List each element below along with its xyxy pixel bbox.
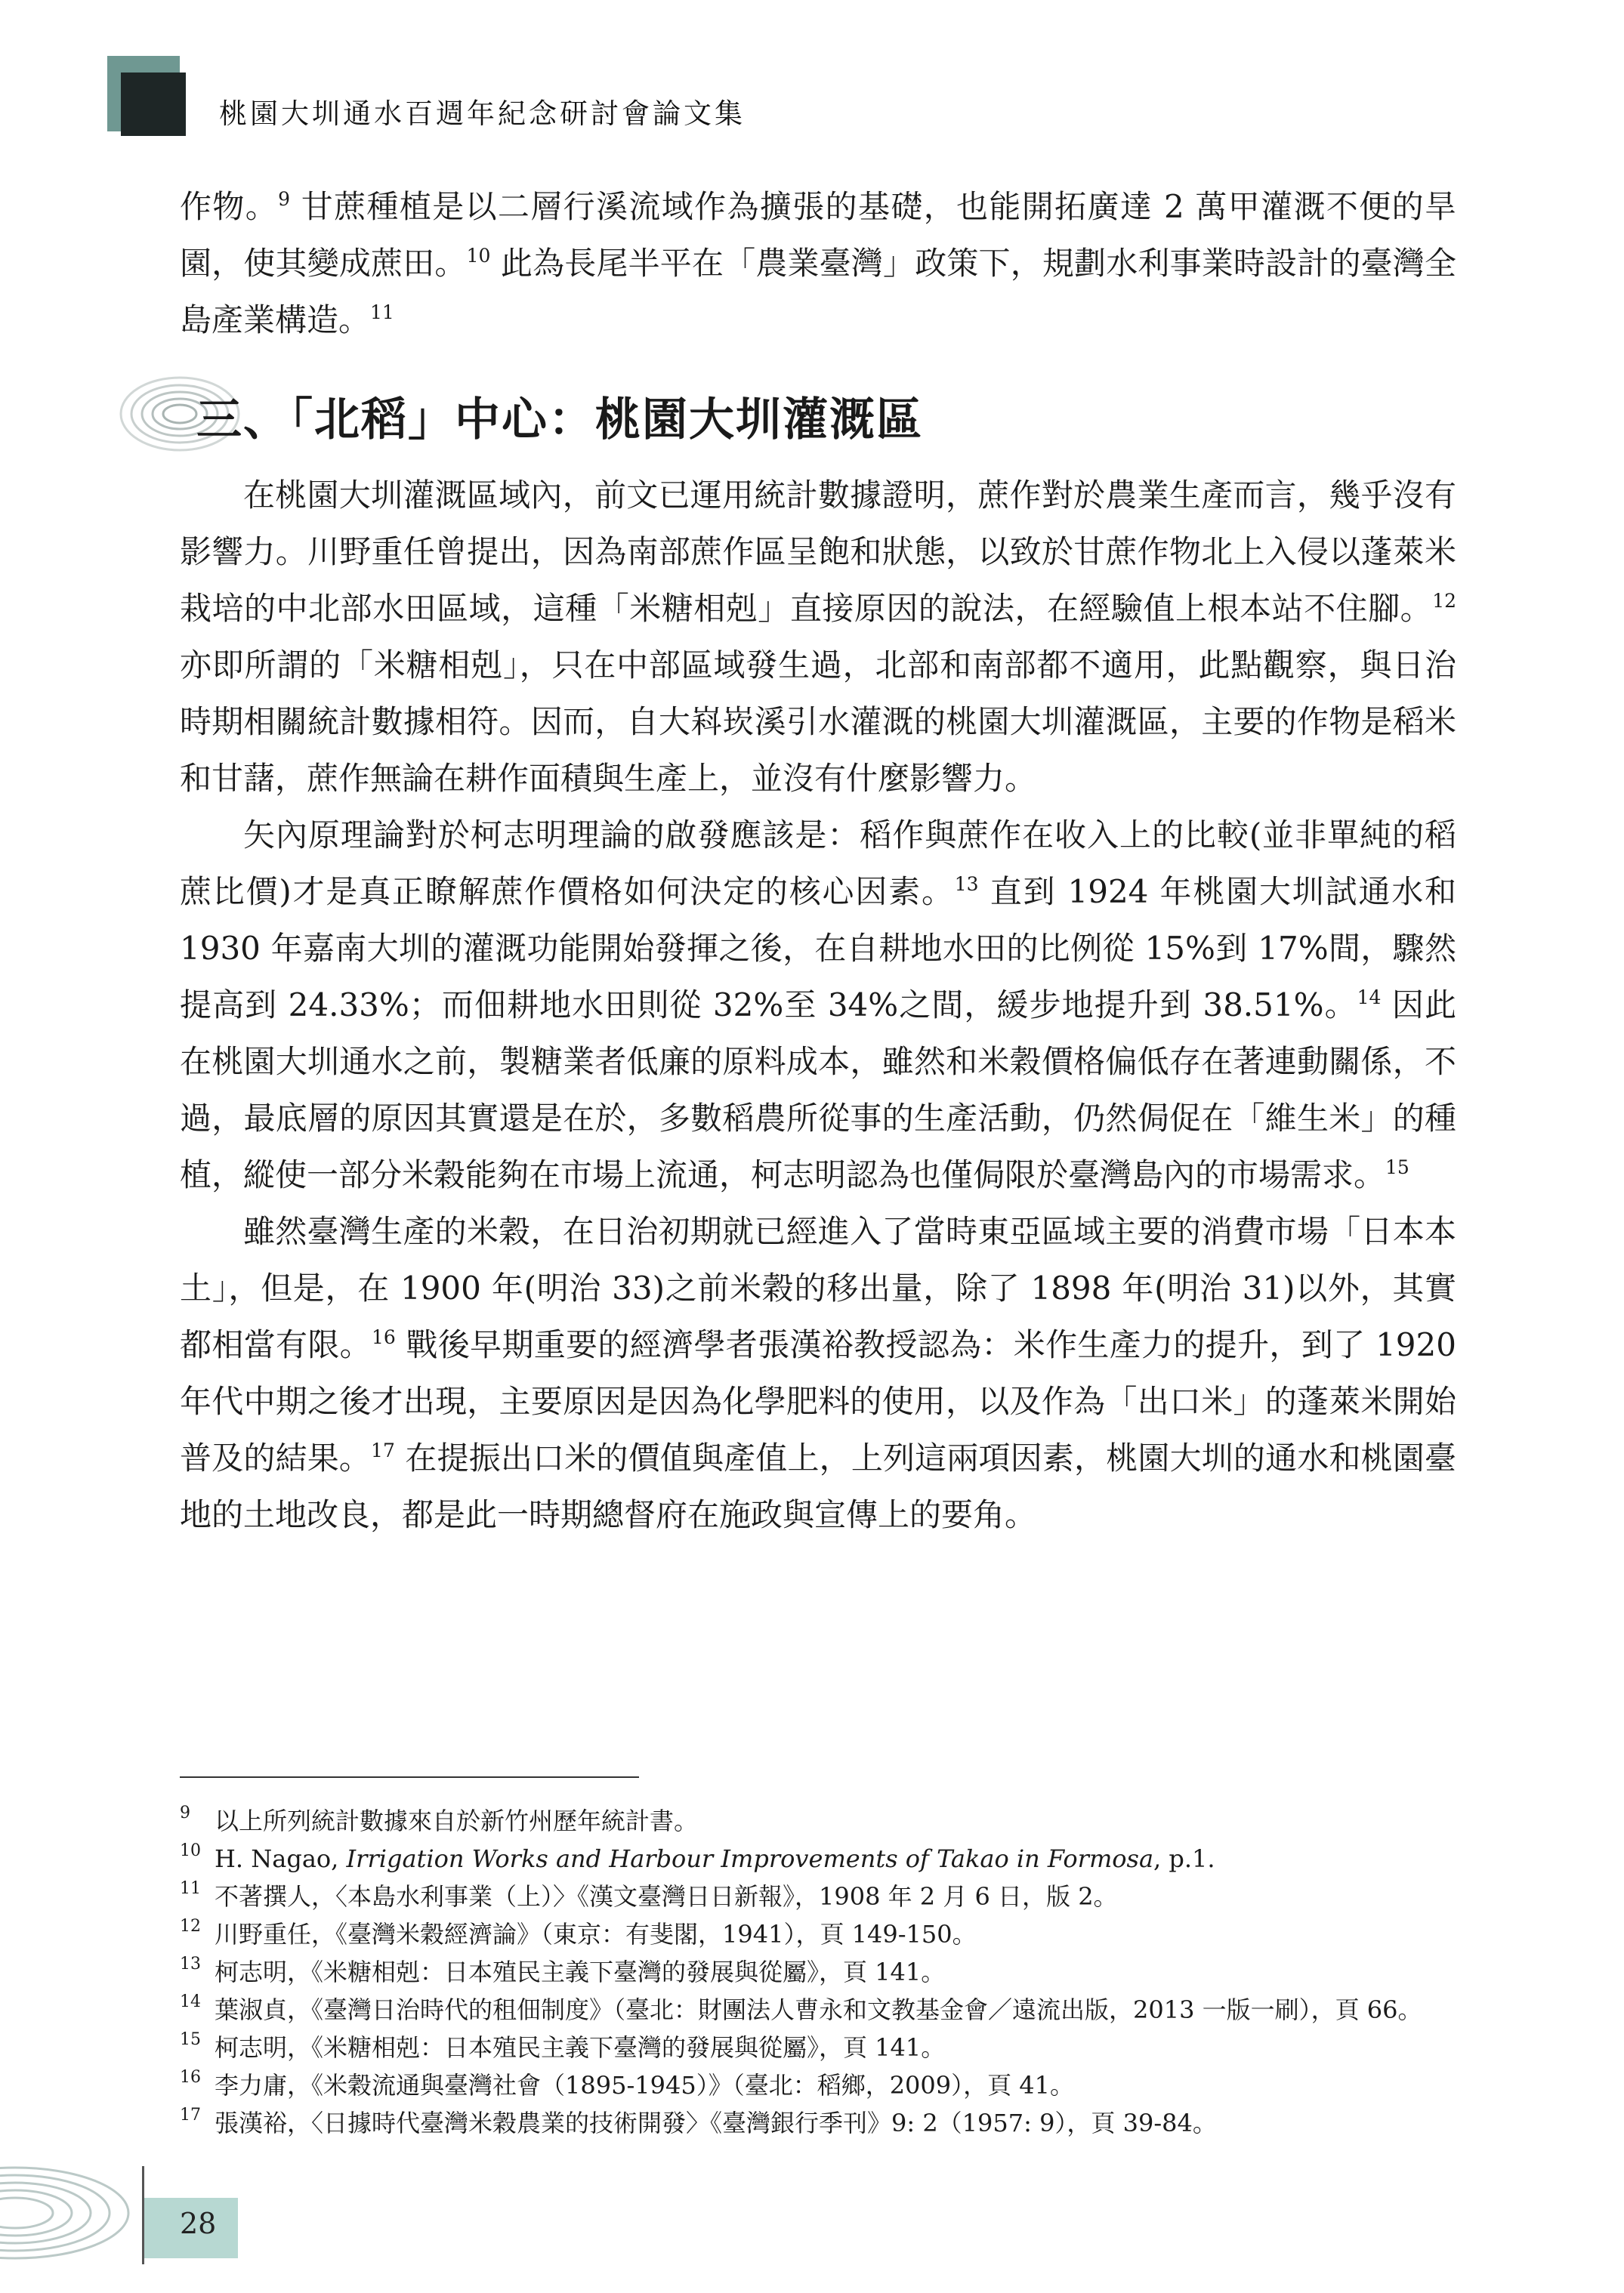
paragraph-2: 在桃園大圳灌溉區域內，前文已運用統計數據證明，蔗作對於農業生產而言，幾乎沒有影響力。川野重任曾提出，因為南部蔗作區呈飽和狀態，以致於甘蔗作物北上入侵以蓬萊米栽培的中北部水田區域，這種「米糖相剋」直接原因的說法，在經驗值上根本站不住腳。$^{12}$ 亦即所謂的「米糖相剋」，只在中部區域發生過，北部和南部都不適用，此點觀察，與日治時期相關統計數據相符。因而，自大嵙崁溪引水灌溉的桃園大圳灌溉區，主要的作物是稻米和甘藷，蔗作無論在耕作面積與生產上，並沒有什麼影響力。 bbox=[180, 477, 1456, 797]
footnote-13: 13 柯志明，《米糖相剋：日本殖民主義下臺灣的發展與從屬》，頁 141。 bbox=[180, 1955, 946, 1986]
footnote-ref[interactable]: 12 bbox=[1432, 590, 1456, 612]
ripple-footer-icon bbox=[0, 2159, 151, 2272]
book-title: 桃園大圳通水百週年紀念研討會論文集 bbox=[219, 97, 746, 130]
footnote-10: 10 H. Nagao, Irrigation Works and Harbour Improvements of Takao in Formosa, p.1. bbox=[180, 1841, 1215, 1873]
footnote-divider bbox=[180, 1776, 639, 1778]
footnote-11: 11 不著撰人，〈本島水利事業（上）〉《漢文臺灣日日新報》，1908 年 2 月 6 日，版 2。 bbox=[180, 1879, 1118, 1911]
footnote-16: 16 李力庸，《米穀流通與臺灣社會（1895-1945）》（臺北：稻鄉，2009），頁 41。 bbox=[180, 2068, 1075, 2100]
footnote-ref[interactable]: 10 bbox=[466, 245, 491, 267]
body-text-main bbox=[180, 467, 1456, 1543]
section-heading-block bbox=[113, 367, 1095, 465]
footnote-15: 15 柯志明，《米糖相剋：日本殖民主義下臺灣的發展與從屬》，頁 141。 bbox=[180, 2030, 946, 2062]
body-text-top bbox=[180, 178, 1456, 348]
paragraph-4: 雖然臺灣生產的米穀，在日治初期就已經進入了當時東亞區域主要的消費市場「日本本土」，但是，在 1900 年(明治 33)之前米穀的移出量，除了 1898 年(明治 31)以外，其實都相當有限。$^{16}$ 戰後早期重要的經濟學者張漢裕教授認為：米作生產力的提升，到了 1920 年代中期之後才出現，主要原因是因為化學肥料的使用，以及作為「出口米」的蓬萊米開始普及的結果。$^{17}$ 在提振出口米的價值與產值上，上列這兩項因素，桃園大圳的通水和桃園臺地的土地改良，都是此一時期總督府在施政與宣傳上的要角。 bbox=[180, 1213, 1456, 1533]
footnote-ref[interactable]: 17 bbox=[371, 1440, 395, 1461]
footnote-ref[interactable]: 13 bbox=[954, 873, 979, 895]
page-footer bbox=[0, 2159, 242, 2272]
header-square-dark bbox=[121, 73, 186, 136]
footnote-ref[interactable]: 11 bbox=[370, 301, 394, 323]
footnote-ref[interactable]: 16 bbox=[371, 1326, 396, 1348]
footnote-9: 9 以上所列統計數據來自於新竹州歷年統計書。 bbox=[180, 1804, 699, 1835]
section-heading: 三、「北稻」中心：桃園大圳灌溉區 bbox=[196, 393, 923, 446]
running-header bbox=[107, 56, 863, 150]
paragraph-1: 作物。$^9$ 甘蔗種植是以二層行溪流域作為擴張的基礎，也能開拓廣達 2 萬甲灌溉不便的旱園，使其變成蔗田。$^{10}$ 此為長尾半平在「農業臺灣」政策下，規劃水利事業時設計的臺灣全島產業構造。$^{11}$ bbox=[180, 188, 1456, 338]
footnotes bbox=[180, 1802, 1456, 2142]
footnote-12: 12 川野重任，《臺灣米穀經濟論》（東京：有斐閣，1941），頁 149-150。 bbox=[180, 1917, 977, 1949]
footnote-ref[interactable]: 14 bbox=[1357, 986, 1382, 1008]
paragraph-3: 矢內原理論對於柯志明理論的啟發應該是：稻作與蔗作在收入上的比較(並非單純的稻蔗比價)才是真正瞭解蔗作價格如何決定的核心因素。$^{13}$ 直到 1924 年桃園大圳試通水和 1930 年嘉南大圳的灌溉功能開始發揮之後，在自耕地水田的比例從 15%到 17%間，驟然提高到 24.33%；而佃耕地水田則從 32%至 34%之間，緩步地提升到 38.51%。$^{14}$ 因此在桃園大圳通水之前，製糖業者低廉的原料成本，雖然和米穀價格偏低存在著連動關係，不過，最底層的原因其實還是在於，多數稻農所從事的生產活動，仍然侷促在「維生米」的種植，縱使一部分米穀能夠在市場上流通，柯志明認為也僅侷限於臺灣島內的市場需求。$^{15}$ bbox=[180, 816, 1457, 1193]
footnote-17: 17 張漢裕，〈日據時代臺灣米穀農業的技術開發〉《臺灣銀行季刊》9: 2（1957: 9），頁 39-84。 bbox=[180, 2106, 1217, 2137]
footnote-ref[interactable]: 9 bbox=[278, 188, 291, 210]
page-number: 28 bbox=[180, 2207, 217, 2240]
footnote-ref[interactable]: 15 bbox=[1385, 1156, 1409, 1178]
footer-rule bbox=[142, 2166, 144, 2264]
footnote-14: 14 葉淑貞，《臺灣日治時代的租佃制度》（臺北：財團法人曹永和文教基金會／遠流出版，2013 一版一刷），頁 66。 bbox=[180, 1992, 1422, 2024]
